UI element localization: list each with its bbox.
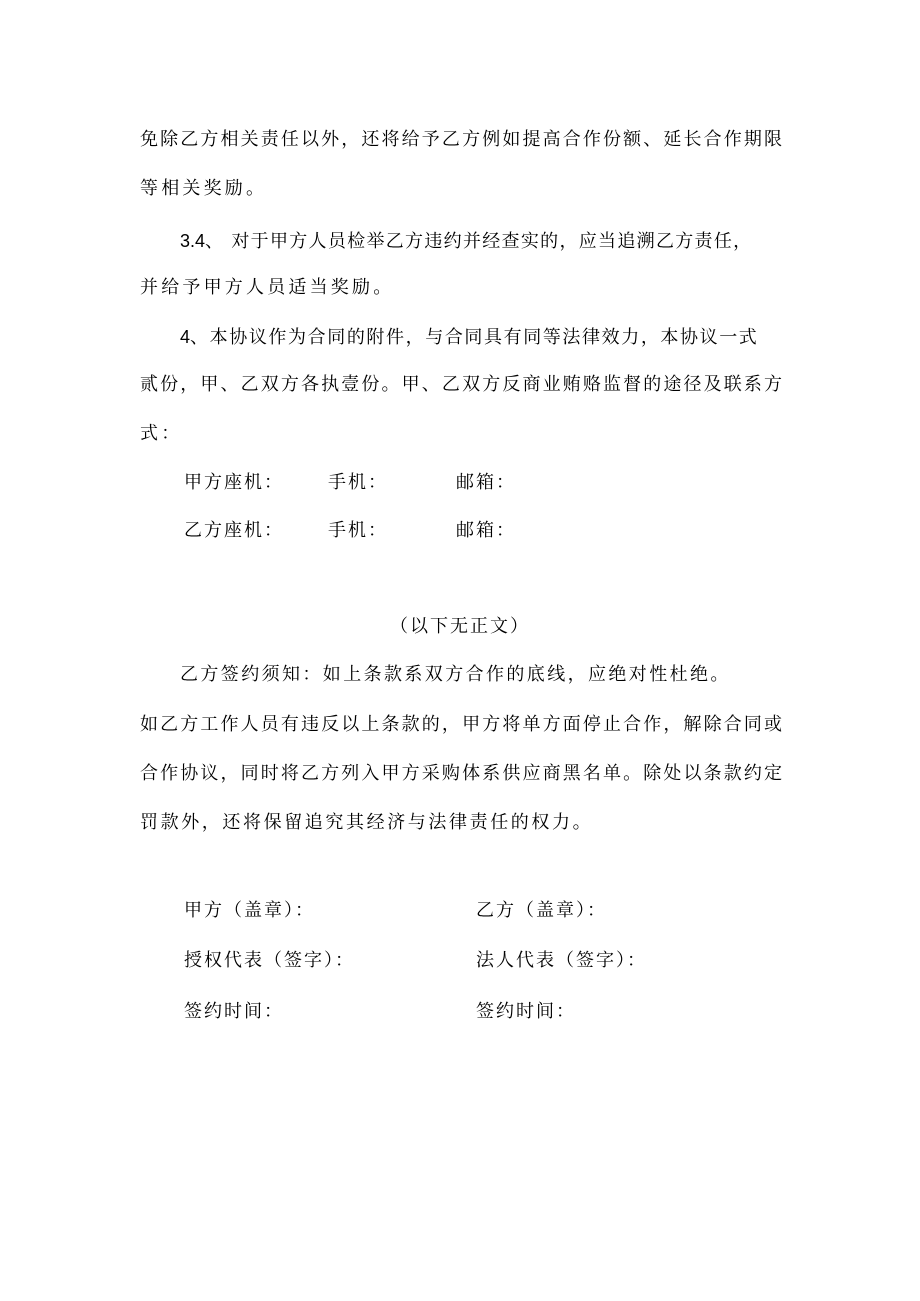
para2-line2: 并给予甲方人员适当奖励。 <box>140 277 395 298</box>
para3-line3: 式： <box>140 423 183 444</box>
notice-line2: 如乙方工作人员有违反以上条款的，甲方将单方面停止合作，解除合同或 <box>140 714 782 735</box>
party-b-mobile-label: 手机： <box>328 520 388 541</box>
para2-number: 3.4 <box>180 231 206 251</box>
party-a-email-label: 邮箱： <box>456 472 516 493</box>
para2-line1-text: 、 对于甲方人员检举乙方违约并经查实的，应当追溯乙方责任， <box>205 231 753 252</box>
para3-number: 4 <box>180 327 191 347</box>
para1-line2: 等相关奖励。 <box>140 178 268 199</box>
party-a-landline-label: 甲方座机： <box>184 472 284 493</box>
notice-line3: 合作协议，同时将乙方列入甲方采购体系供应商黑名单。除处以条款约定 <box>140 763 782 784</box>
party-b-representative-label: 法人代表（签字）： <box>476 950 647 971</box>
para3-line1-text: 、本协议作为合同的附件，与合同具有同等法律效力，本协议一式 <box>190 327 759 348</box>
notice-line1: 乙方签约须知：如上条款系双方合作的底线，应绝对性杜绝。 <box>180 664 731 685</box>
party-a-representative-label: 授权代表（签字）： <box>184 950 355 971</box>
end-of-text-marker: （以下无正文） <box>390 616 530 637</box>
para3-line1 <box>180 325 758 350</box>
notice-line4: 罚款外，还将保留追究其经济与法律责任的权力。 <box>140 812 594 833</box>
party-a-signing-date-label: 签约时间： <box>184 1001 284 1022</box>
party-b-email-label: 邮箱： <box>456 520 516 541</box>
party-a-mobile-label: 手机： <box>328 472 388 493</box>
party-b-signing-date-label: 签约时间： <box>476 1001 576 1022</box>
party-a-seal-label: 甲方（盖章）： <box>184 900 315 921</box>
party-b-landline-label: 乙方座机： <box>184 520 284 541</box>
para2-line1 <box>180 229 752 254</box>
party-b-seal-label: 乙方（盖章）： <box>476 900 607 921</box>
para1-line1: 免除乙方相关责任以外，还将给予乙方例如提高合作份额、延长合作期限 <box>140 129 782 150</box>
para3-line2: 贰份，甲、乙双方各执壹份。甲、乙双方反商业贿赂监督的途径及联系方 <box>140 374 782 395</box>
